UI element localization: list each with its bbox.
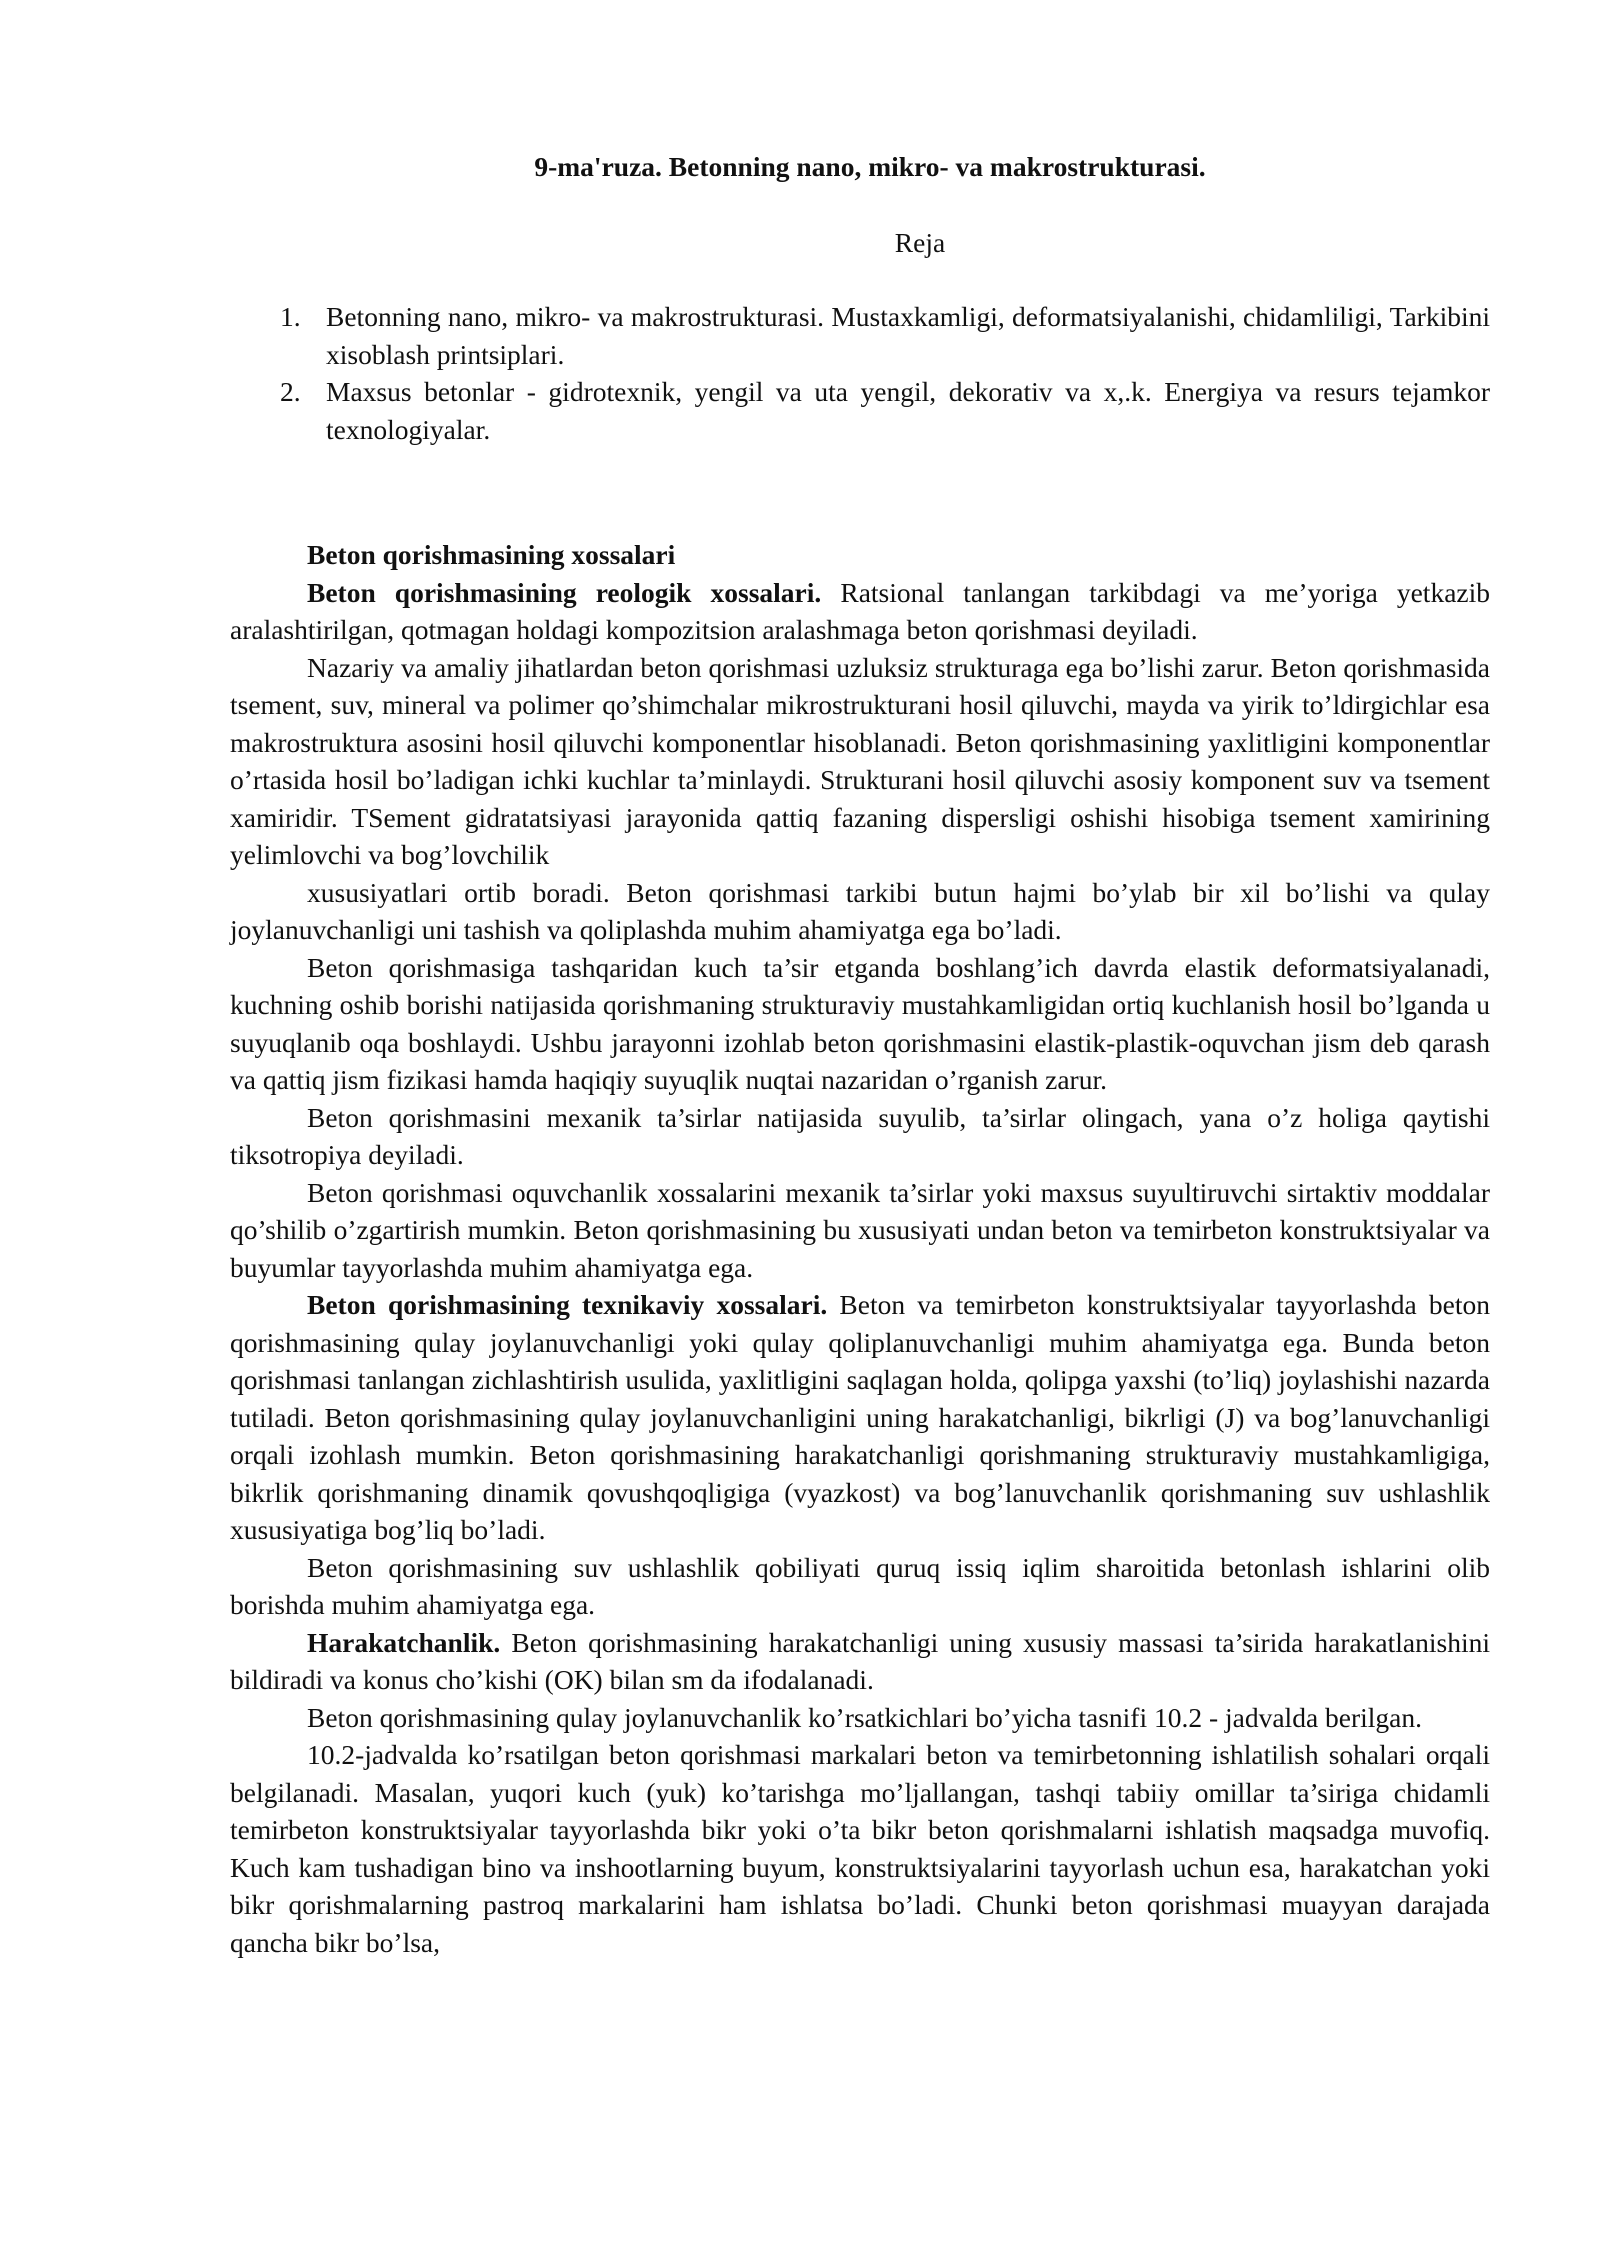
paragraph-structure-continued: xususiyatlari ortib boradi. Beton qorishmasi tarkibi butun hajmi bo’ylab bir xil bo’lishi va qulay joylanuvchanligi uni tashish va qoliplashda muhim ahamiyatga ega bo’ladi. bbox=[230, 876, 1490, 945]
paragraph-grades: 10.2-jadvalda ko’rsatilgan beton qorishmasi markalari beton va temirbetonning ishlatilish sohalari orqali belgilanadi. Masalan, yuqori kuch (yuk) ko’tarishga mo’ljallangan, tashqi tabiiy omillar ta’siriga chidamli temirbeton konstruktsiyalar tayyorlashda bikr yoki o’ta bikr beton qorishmalarni ishlatish maqsadga muvofiq. Kuch kam tushadigan bino va inshootlarning buyum, konstruktsiyalarini tayyorlash uchun esa, harakatchan yoki bikr qorishmalarning pastroq markalarini ham ishlatsa bo’ladi. Chunki beton qorishmasi muayyan darajada qancha bikr bo’lsa, bbox=[230, 1739, 1490, 1958]
plan-heading: Reja bbox=[894, 226, 946, 258]
paragraph-flowability: Beton qorishmasi oquvchanlik xossalarini mexanik ta’sirlar yoki maxsus suyultiruvchi sirtaktiv moddalar qo’shilib o’zgartirish mumkin. Beton qorishmasining bu xususiyati undan beton va temirbeton konstruktsiyalar va buyumlar tayyorlashda muhim ahamiyatga ega. bbox=[230, 1176, 1490, 1283]
lecture-title: 9-ma'ruza. Betonning nano, mikro- va makrostrukturasi. bbox=[534, 151, 1206, 182]
plan-item-text: Maxsus betonlar - gidrotexnik, yengil va uta yengil, dekorativ va x,.k. Energiya va resurs tejamkor texnologiyalar. bbox=[326, 376, 1490, 445]
plan-item-number: 1. bbox=[280, 301, 301, 332]
paragraph-rheology bbox=[230, 574, 1490, 649]
paragraph-water-retention: Beton qorishmasining suv ushlashlik qobiliyati quruq issiq iqlim sharoitida betonlash ishlarini olib borishda muhim ahamiyatga ega. bbox=[230, 1551, 1490, 1620]
plan-item-number: 2. bbox=[280, 376, 301, 407]
plan-list bbox=[230, 298, 1490, 448]
paragraph-text: Beton va temirbeton konstruktsiyalar tayyorlashda beton qorishmasining qulay joylanuvchanligi yoki qulay qoliplanuvchanligi muhim ahamiyatga ega. Bunda beton qorishmasi tanlangan zichlashtirish usulida, yaxlitligini saqlagan holda, qolipga yaxshi (to’liq) joylashishi nazarda tutiladi. Beton qorishmasining qulay joylanuvchanligini uning harakatchanligi, bikrligi (J) va bog’lanuvchanligi orqali izohlash mumkin. Beton qorishmasining harakatchanligi qorishmaning strukturaviy mustahkamligiga, bikrlik qorishmaning dinamik qovushqoqligiga (vyazkost) va bog’lanuvchanlik qorishmaning suv ushlashlik xususiyatiga bog’liq bo’ladi. bbox=[230, 1289, 1490, 1545]
plan-item-text: Betonning nano, mikro- va makrostrukturasi. Mustaxkamligi, deformatsiyalanishi, chidamliligi, Tarkibini xisoblash printsiplari. bbox=[326, 301, 1490, 370]
paragraph-bold-lead: Harakatchanlik. bbox=[307, 1626, 501, 1658]
paragraph-deformation: Beton qorishmasiga tashqaridan kuch ta’sir etganda boshlang’ich davrda elastik deformatsiyalanadi, kuchning oshib borishi natijasida qorishmaning strukturaviy mustahkamligidan ortiq kuchlanish hosil bo’lganda u suyuqlanib oqa boshlaydi. Ushbu jarayonni izohlab beton qorishmasini elastik-plastik-oquvchan jism deb qarash va qattiq jism fizikasi hamda haqiqiy suyuqlik nuqtai nazaridan o’rganish zarur. bbox=[230, 951, 1490, 1095]
paragraph-text: Ratsional tanlangan tarkibdagi va me’yoriga yetkazib aralashtirilgan, qotmagan holdagi kompozitsion aralashmaga beton qorishmasi deyiladi. bbox=[230, 576, 1490, 645]
paragraph-thixotropy: Beton qorishmasini mexanik ta’sirlar natijasida suyulib, ta’sirlar olingach, yana o’z holiga qaytishi tiksotropiya deyiladi. bbox=[230, 1101, 1490, 1170]
section-heading: Beton qorishmasining xossalari bbox=[307, 539, 676, 570]
paragraph-bold-lead: Beton qorishmasining reologik xossalari. bbox=[307, 576, 822, 608]
paragraph-technical-properties bbox=[230, 1286, 1490, 1549]
paragraph-bold-lead: Beton qorishmasining texnikaviy xossalari. bbox=[307, 1289, 828, 1320]
document-page bbox=[230, 148, 1490, 1961]
paragraph-mobility bbox=[230, 1624, 1490, 1699]
plan-item bbox=[280, 373, 1490, 448]
plan-item bbox=[280, 298, 1490, 373]
paragraph-structure: Nazariy va amaliy jihatlardan beton qorishmasi uzluksiz strukturaga ega bo’lishi zarur. Beton qorishmasida tsement, suv, mineral va polimer qo’shimchalar mikrostrukturani hosil qiluvchi, mayda va yirik to’ldirgichlar esa makrostruktura asosini hosil qiluvchi komponentlar hisoblanadi. Beton qorishmasining yaxlitligini komponentlar o’rtasida hosil bo’ladigan ichki kuchlar ta’minlaydi. Strukturani hosil qiluvchi asosiy komponent suv va tsement xamiridir. TSement gidratatsiyasi jarayonida qattiq fazaning dispersligi oshishi hisobiga tsement xamirining yelimlovchi va bog’lovchilik bbox=[230, 651, 1490, 870]
paragraph-text: Beton qorishmasining harakatchanligi uning xususiy massasi ta’sirida harakatlanishini bildiradi va konus cho’kishi (OK) bilan sm da ifodalanadi. bbox=[230, 1626, 1490, 1695]
paragraph-classification: Beton qorishmasining qulay joylanuvchanlik ko’rsatkichlari bo’yicha tasnifi 10.2 - jadvalda berilgan. bbox=[307, 1701, 1422, 1733]
